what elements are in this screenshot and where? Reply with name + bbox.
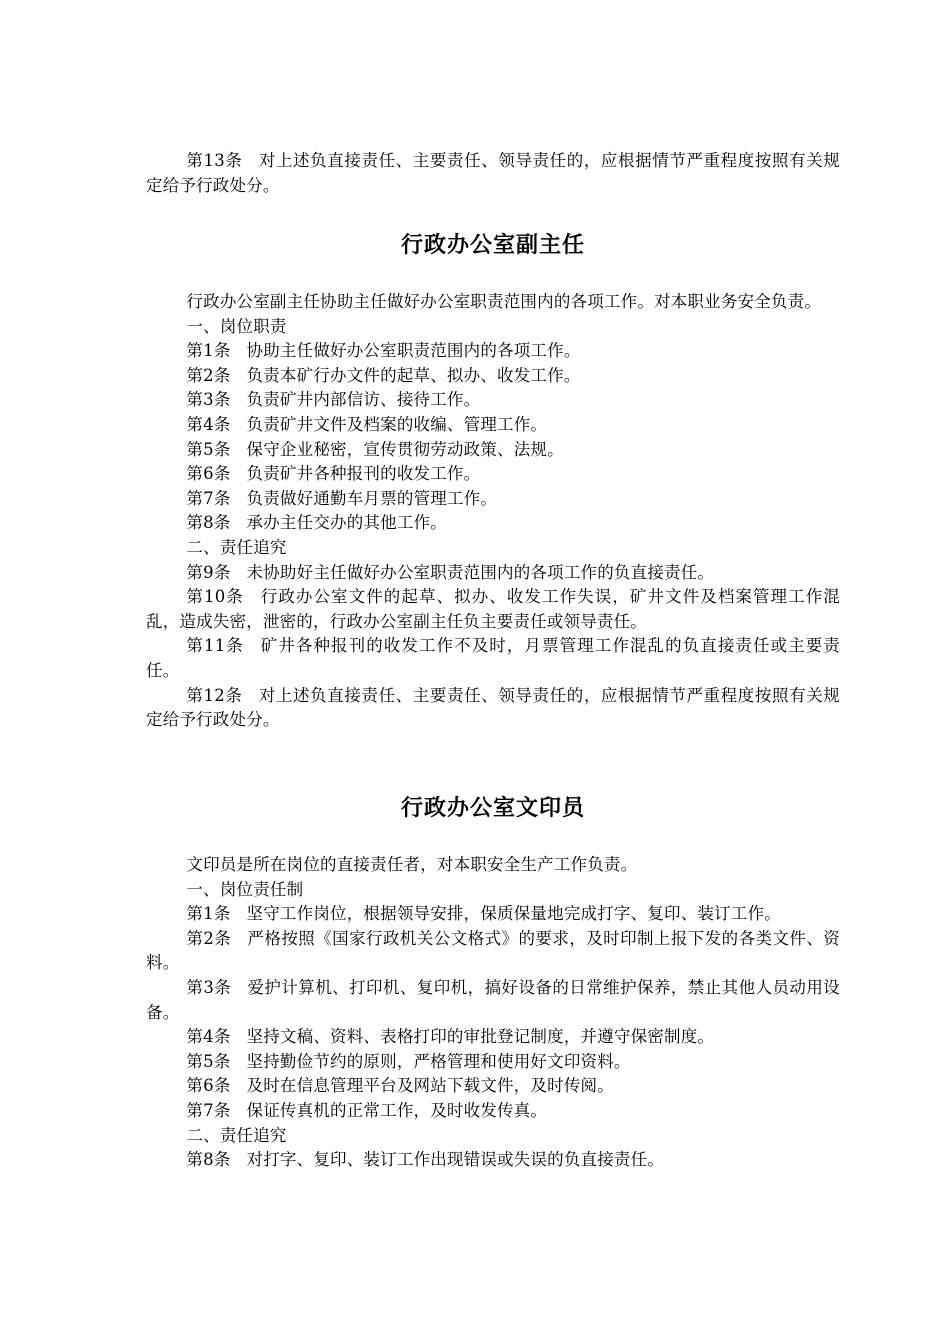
article-number: 第6条 [186, 1076, 231, 1096]
article-text: 矿井各种报刊的收发工作不及时，月票管理工作混乱的负直接责任或主要责任。 [146, 636, 840, 680]
article-paragraph [146, 1148, 840, 1173]
article-text: 坚持勤俭节约的原则，严格管理和使用好文印资料。 [246, 1051, 631, 1071]
article-text: 对上述负直接责任、主要责任、领导责任的，应根据情节严重程度按照有关规定给予行政处分。 [146, 151, 840, 195]
article-number: 第13条 [186, 151, 243, 170]
article-paragraph [146, 364, 840, 389]
deputy-body [146, 290, 840, 733]
article-paragraph [146, 976, 840, 1025]
article-paragraph [146, 1099, 840, 1124]
article-text: 及时在信息管理平台及网站下载文件，及时传阅。 [246, 1076, 614, 1096]
article-paragraph [146, 585, 840, 634]
article-text: 行政办公室文件的起草、拟办、收发工作失误，矿井文件及档案管理工作混乱，造成失密，泄密的，行政办公室副主任负主要责任或领导责任。 [146, 587, 840, 631]
section-intro: 行政办公室副主任协助主任做好办公室职责范围内的各项工作。对本职业务安全负责。 [186, 292, 822, 311]
article-number: 第9条 [186, 562, 231, 582]
article-paragraph [146, 1074, 840, 1099]
article-number: 第2条 [186, 365, 231, 385]
article-paragraph [146, 634, 840, 683]
article-text: 负责矿井内部信访、接待工作。 [246, 390, 481, 410]
section-title: 行政办公室文印员 [400, 795, 585, 821]
section-intro: 文印员是所在岗位的直接责任者，对本职安全生产工作负责。 [186, 855, 638, 874]
article-text: 保证传真机的正常工作，及时收发传真。 [246, 1100, 548, 1120]
subheading-duties: 一、岗位责任制 [186, 879, 304, 899]
article-number: 第4条 [186, 414, 231, 434]
section-title: 行政办公室副主任 [400, 232, 585, 258]
article-number: 第8条 [186, 1150, 231, 1170]
article-number: 第7条 [186, 488, 231, 508]
article-text: 保守企业秘密，宣传贯彻劳动政策、法规。 [246, 439, 564, 459]
article-paragraph [146, 438, 840, 463]
article-paragraph [146, 388, 840, 413]
article-number: 第3条 [186, 977, 232, 997]
article-text: 对上述负直接责任、主要责任、领导责任的，应根据情节严重程度按照有关规定给予行政处分。 [146, 685, 840, 730]
article-number: 第4条 [186, 1027, 231, 1047]
article-number: 第3条 [186, 390, 231, 410]
article-number: 第12条 [186, 685, 243, 705]
article-number: 第8条 [186, 513, 231, 533]
article-paragraph [146, 684, 840, 733]
article-text: 负责做好通勤车月票的管理工作。 [246, 488, 498, 508]
article-paragraph [146, 1050, 840, 1075]
prev-section-tail [146, 149, 840, 198]
article-paragraph [146, 902, 840, 927]
section-typist [146, 793, 840, 823]
article-paragraph [146, 413, 840, 438]
article-text: 严格按照《国家行政机关公文格式》的要求，及时印制上报下发的各类文件、资料。 [146, 928, 840, 973]
section-deputy-director [146, 230, 840, 260]
subheading-liability: 二、责任追究 [186, 1125, 287, 1145]
subheading-liability: 二、责任追究 [186, 537, 287, 557]
article-text: 负责本矿行办文件的起草、拟办、收发工作。 [246, 365, 581, 385]
article-paragraph [146, 1025, 840, 1050]
article-text: 负责矿井文件及档案的收编、管理工作。 [246, 414, 548, 434]
article-paragraph [146, 339, 840, 364]
article-text: 坚持文稿、资料、表格打印的审批登记制度，并遵守保密制度。 [246, 1027, 715, 1047]
article-text: 未协助好主任做好办公室职责范围内的各项工作的负直接责任。 [246, 562, 715, 582]
article-paragraph [146, 561, 840, 586]
article-number: 第11条 [186, 636, 244, 656]
article-number: 第1条 [186, 904, 231, 924]
article-number: 第5条 [186, 439, 231, 459]
article-number: 第10条 [186, 587, 244, 607]
typist-body [146, 853, 840, 1173]
article-paragraph [146, 927, 840, 976]
article-text: 承办主任交办的其他工作。 [246, 513, 447, 533]
article-number: 第7条 [186, 1100, 231, 1120]
article-text: 协助主任做好办公室职责范围内的各项工作。 [246, 341, 581, 361]
article-paragraph [146, 462, 840, 487]
article-text: 爱护计算机、打印机、复印机，搞好设备的日常维护保养，禁止其他人员动用设备。 [146, 977, 840, 1022]
article-paragraph [146, 487, 840, 512]
article-text: 坚守工作岗位，根据领导安排，保质保量地完成打字、复印、装订工作。 [246, 904, 781, 924]
article-number: 第1条 [186, 341, 231, 361]
article-text: 对打字、复印、装订工作出现错误或失误的负直接责任。 [246, 1150, 665, 1170]
article-number: 第5条 [186, 1051, 231, 1071]
article-text: 负责矿井各种报刊的收发工作。 [246, 464, 481, 484]
article-paragraph [146, 511, 840, 536]
article-number: 第6条 [186, 464, 231, 484]
subheading-duties: 一、岗位职责 [186, 316, 287, 336]
article-number: 第2条 [186, 928, 232, 948]
article-paragraph [146, 149, 840, 198]
